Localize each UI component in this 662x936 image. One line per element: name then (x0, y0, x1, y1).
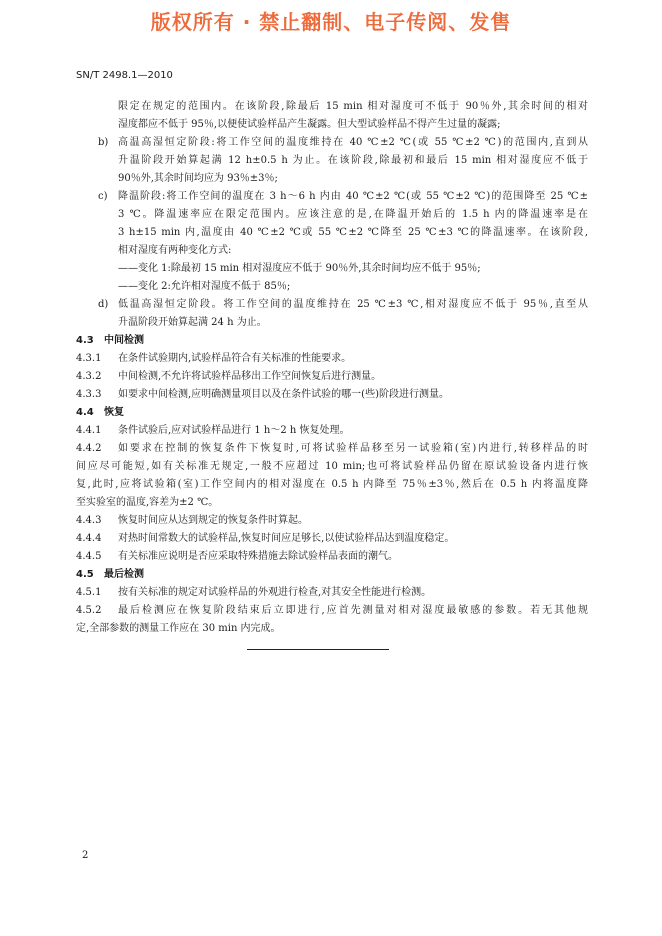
clause-number: 4.5.1 (76, 587, 102, 598)
section-number: 4.3 (76, 335, 94, 346)
text-line: 90％外,其余时间均应为 93％±3％; (118, 173, 278, 184)
text-line: 3 ℃。降温速率应在限定范围内。应该注意的是,在降温开始后的 1.5 h 内的降温速率是在 (118, 209, 588, 220)
end-of-document-rule (247, 649, 389, 650)
text-line: 限定在规定的范围内。在该阶段,除最后 15 min 相对湿度可不低于 90％外,其余时间的相对 (118, 101, 588, 112)
clause-number: 4.4.4 (76, 533, 102, 544)
clause-number: 4.3.2 (76, 371, 102, 382)
text-line: 3 h±15 min 内,温度由 40 ℃±2 ℃或 55 ℃±2 ℃降至 25 ℃±3 ℃的降温速率。在该阶段, (118, 227, 588, 238)
section-heading: 恢复 (104, 407, 124, 418)
text-line: 相对湿度有两种变化方式: (118, 245, 232, 256)
text-line: 复,此时,应将试验箱(室)工作空间内的相对湿度在 0.5 h 内降至 75％±3％,然后在 0.5 h 内将温度降 (76, 479, 588, 490)
text-line: 间应尽可能短,如有关标准无规定,一般不应超过 10 min;也可将试验样品仍留在原试验设备内进行恢 (76, 461, 588, 472)
text-line: 在条件试验期内,试验样品符合有关标准的性能要求。 (118, 353, 352, 364)
clause-number: 4.4.2 (76, 443, 102, 454)
standard-number-header: SN/T 2498.1—2010 (76, 70, 173, 81)
clause-number: 4.4.1 (76, 425, 102, 436)
text-line: 对热时间常数大的试验样品,恢复时间应足够长,以使试验样品达到温度稳定。 (118, 533, 455, 544)
text-line: 如要求在控制的恢复条件下恢复时,可将试验样品移至另一试验箱(室)内进行,转移样品的时 (118, 443, 588, 454)
text-line: 至实验室的温度,容差为±2 ℃。 (76, 497, 219, 508)
section-heading: 中间检测 (104, 335, 144, 346)
text-line: 升温阶段开始算起满 12 h±0.5 h 为止。在该阶段,除最初和最后 15 min 相对湿度应不低于 (118, 155, 588, 166)
section-number: 4.5 (76, 569, 94, 580)
clause-number: 4.4.5 (76, 551, 102, 562)
page-number: 2 (82, 850, 89, 861)
clause-number: 4.3.3 (76, 389, 102, 400)
clause-number: 4.4.3 (76, 515, 102, 526)
text-line: 条件试验后,应对试验样品进行 1 h～2 h 恢复处理。 (118, 425, 350, 436)
text-line: 高温高湿恒定阶段:将工作空间的温度维持在 40 ℃±2 ℃(或 55 ℃±2 ℃)的范围内,直到从 (118, 137, 588, 148)
text-line: 恢复时间应从达到规定的恢复条件时算起。 (118, 515, 308, 526)
section-number: 4.4 (76, 407, 94, 418)
clause-number: 4.3.1 (76, 353, 102, 364)
text-line: 如要求中间检测,应明确测量项目以及在条件试验的哪一(些)阶段进行测量。 (118, 389, 449, 400)
text-line: 按有关标准的规定对试验样品的外观进行检查,对其安全性能进行检测。 (118, 587, 432, 598)
text-line: 升温阶段开始算起满 24 h 为止。 (118, 317, 267, 328)
text-line: 有关标准应说明是否应采取特殊措施去除试验样品表面的潮气。 (118, 551, 398, 562)
list-marker: c) (98, 191, 108, 202)
list-marker: b) (98, 137, 109, 148)
text-line: 中间检测,不允许将试验样品移出工作空间恢复后进行测量。 (118, 371, 382, 382)
section-heading: 最后检测 (104, 569, 144, 580)
variant-line: ——变化 2:允许相对湿度不低于 85％; (118, 281, 291, 292)
text-line: 湿度都应不低于 95％,以便使试验样品产生凝露。但大型试验样品不得产生过量的凝露; (118, 119, 501, 130)
text-line: 定,全部参数的测量工作应在 30 min 内完成。 (76, 623, 281, 634)
copyright-watermark: 版权所有 · 禁止翻制、电子传阅、发售 (150, 10, 512, 34)
clause-number: 4.5.2 (76, 605, 102, 616)
text-line: 降温阶段:将工作空间的温度在 3 h～6 h 内由 40 ℃±2 ℃(或 55 ℃±2 ℃)的范围降至 25 ℃± (118, 191, 588, 202)
list-marker: d) (98, 299, 109, 310)
variant-line: ——变化 1:除最初 15 min 相对湿度应不低于 90％外,其余时间均应不低于 95％; (118, 263, 481, 274)
text-line: 低温高湿恒定阶段。将工作空间的温度维持在 25 ℃±3 ℃,相对湿度应不低于 95％,直至从 (118, 299, 588, 310)
text-line: 最后检测应在恢复阶段结束后立即进行,应首先测量对相对湿度最敏感的参数。若无其他规 (118, 605, 588, 616)
